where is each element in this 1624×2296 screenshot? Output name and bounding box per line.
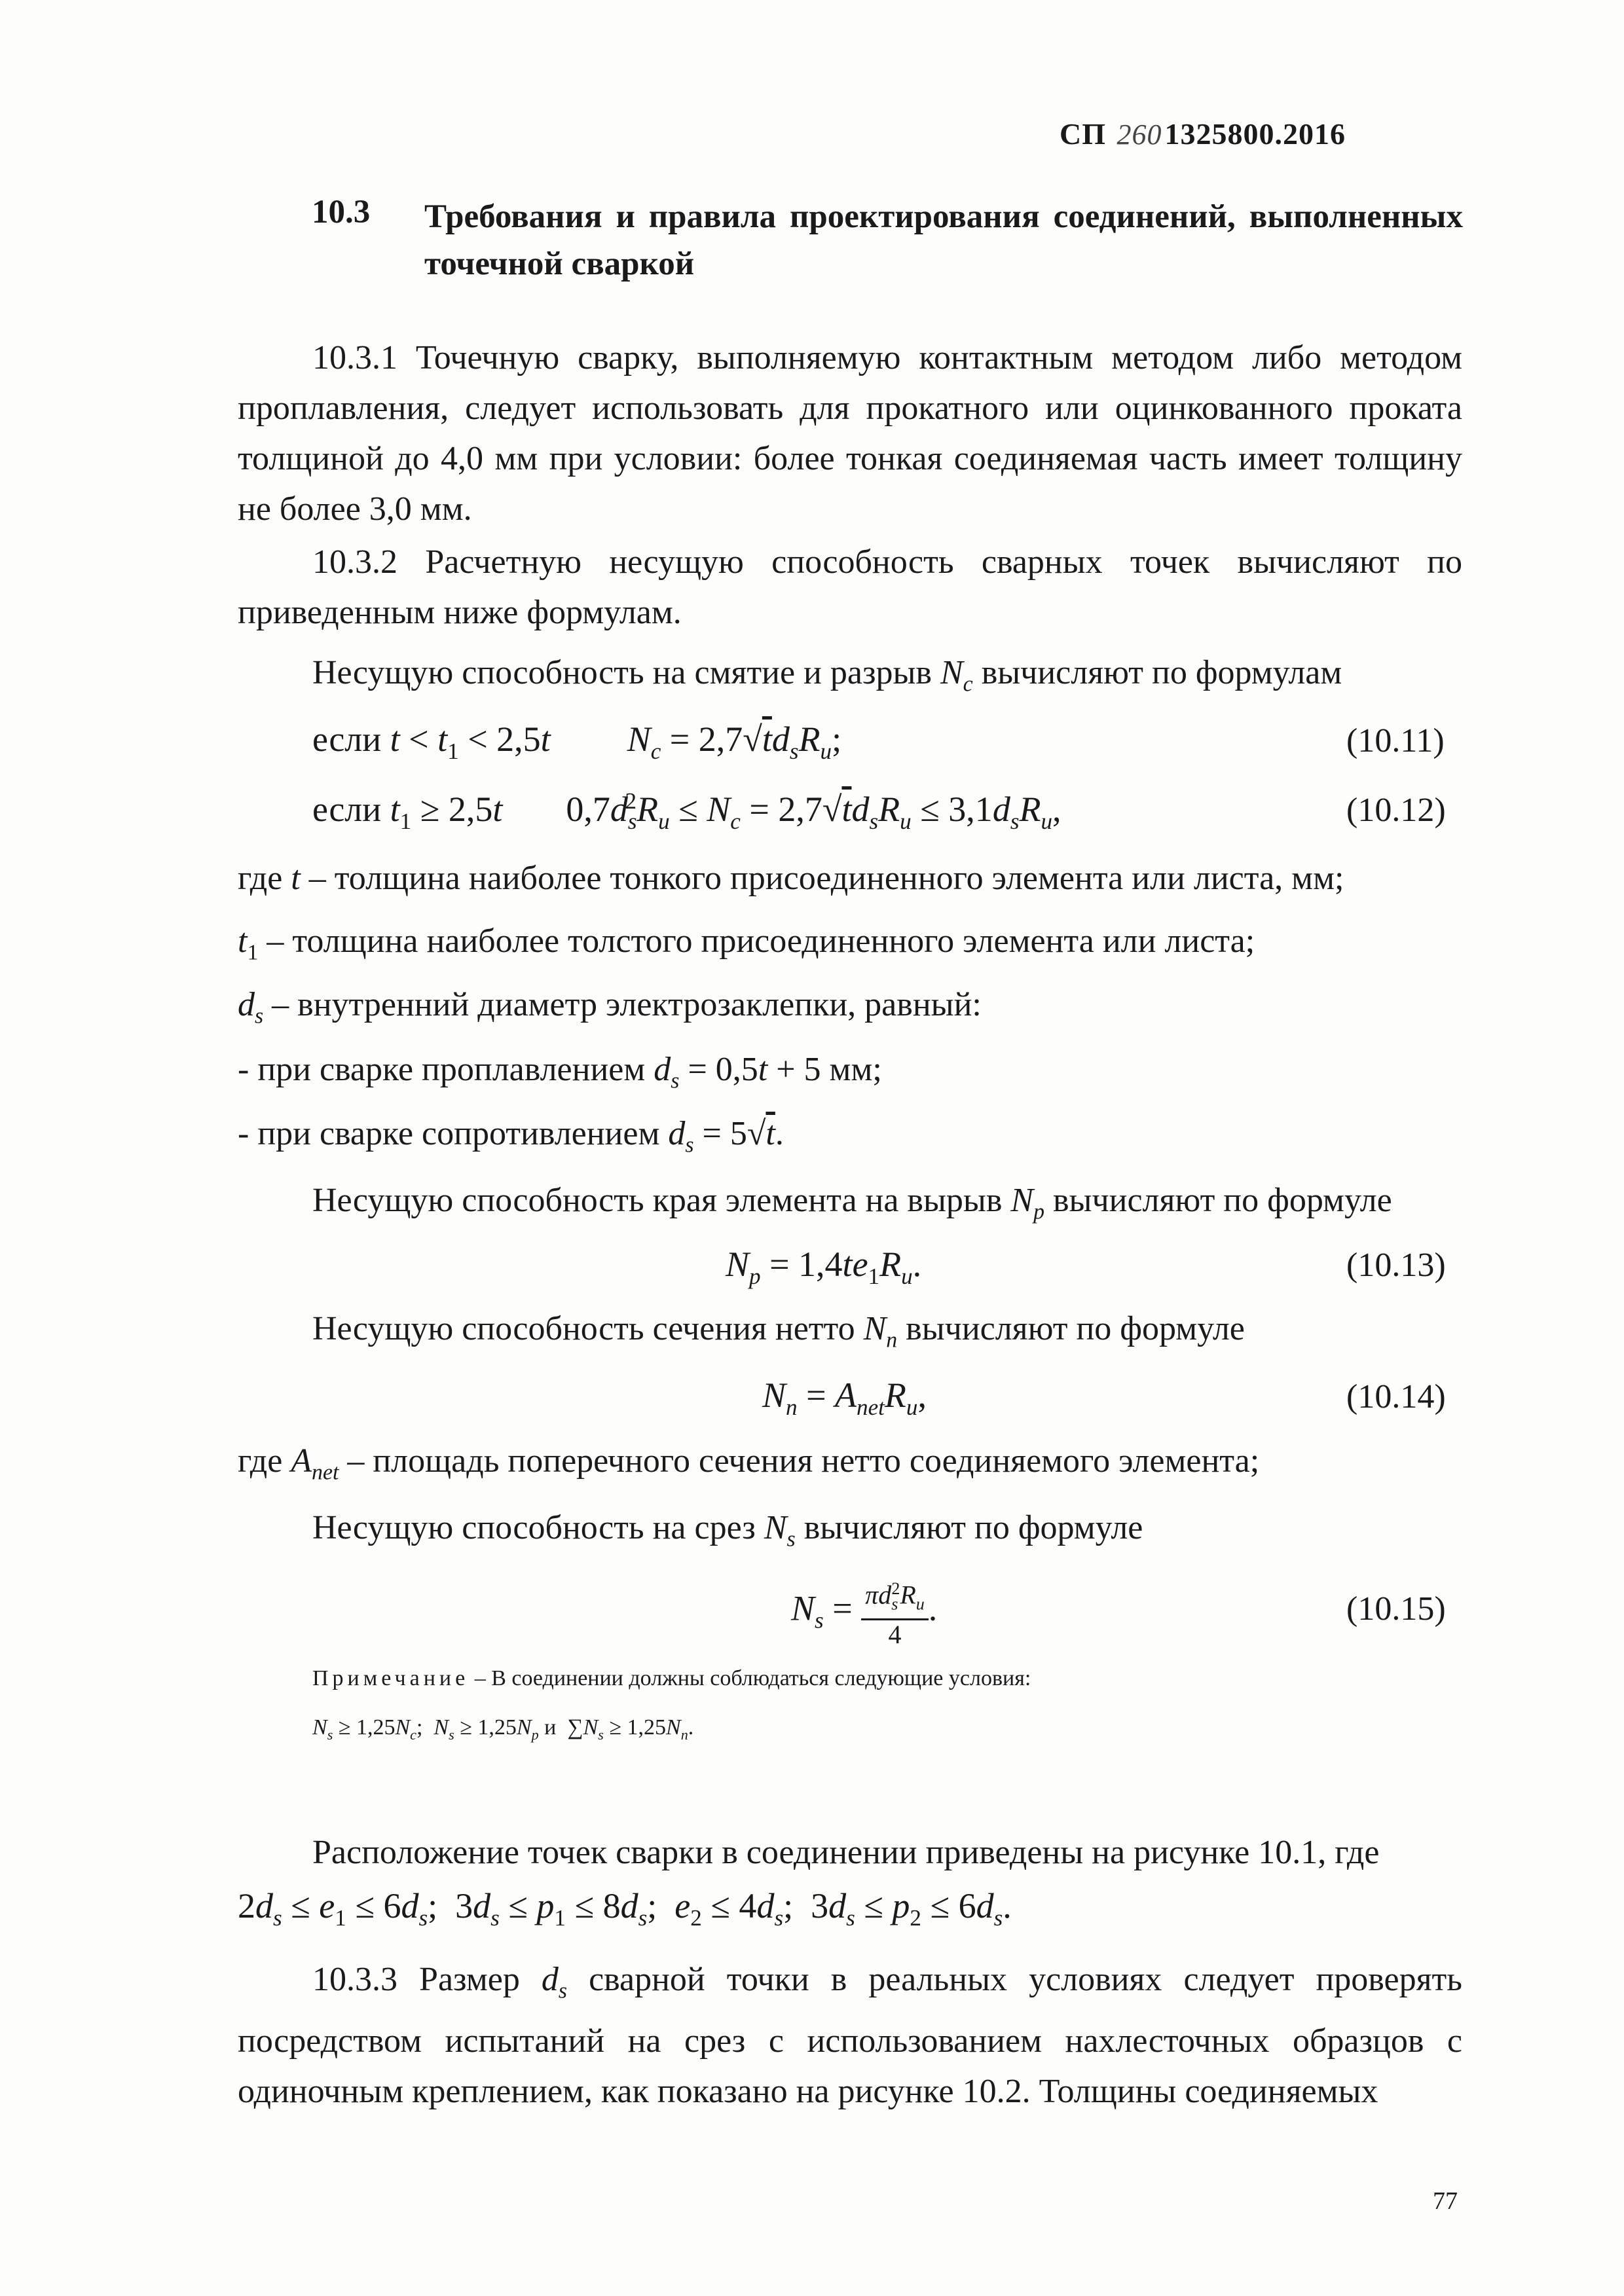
formula-10-15: $N_s$ = $\frac{\pi d_s^2R_u}{4}$ . — [791, 1575, 937, 1649]
document-header — [1060, 117, 1346, 151]
definition-t1: $t_1$ – толщина наиболее толстого присоединенного элемента или листа; — [238, 922, 1255, 965]
equation-number-10-13: (10.13) — [1346, 1247, 1446, 1284]
paragraph-10-3-3: 10.3.3 Размер $d_s$ сварной точки в реальных условиях следует проверять посредством испытаний на срез с использованием нахлесточных образцов с одиночным креплением, как показано на рисунке 10.2. Толщины соединяемых — [238, 1961, 1462, 2111]
equation-number-10-11: (10.11) — [1346, 722, 1445, 759]
header-code: 1325800.2016 — [1164, 117, 1346, 151]
formula-10-12: если $t_1 \ge 2,5t$ $0,7d_s^2R_u \le N_c = 2,7√td_sR_u \le 3,1d_sR_u$, — [312, 788, 1061, 834]
paragraph-10-3-1: 10.3.1 Точечную сварку, выполняемую контактным методом либо методом проплавления, следует использовать для прокатного или оцинкованного проката толщиной до 4,0 мм при условии: более тонкая соединяемая часть имеет толщину не более 3,0 мм. — [238, 339, 1462, 528]
nn-intro: Несущую способность сечения нетто $N_n$ вычисляют по формуле — [312, 1310, 1245, 1353]
formula-10-11: если $t < t_1 < 2,5t$ $N_c = 2,7√td_sR_u$; — [312, 720, 842, 764]
formula-10-14: $N_n = A_{net}R_u$, — [762, 1376, 927, 1420]
layout-paragraph: Расположение точек сварки в соединении приведены на рисунке 10.1, где — [312, 1834, 1380, 1871]
nc-intro: Несущую способность на смятие и разрыв $N_c$ вычисляют по формулам — [312, 654, 1342, 697]
equation-number-10-15: (10.15) — [1346, 1590, 1446, 1628]
note-conditions: $N_s \ge 1,25N_c$; $N_s \ge 1,25N_p$ и $\sum N_s \ge 1,25N_n$. — [312, 1715, 694, 1743]
equation-number-10-14: (10.14) — [1346, 1378, 1446, 1415]
formula-10-13: $N_p = 1,4te_1R_u$. — [726, 1245, 922, 1289]
fraction: $\frac{\pi d_s^2R_u}{4}$ — [861, 1575, 929, 1649]
layout-inequalities: $2d_s \le e_1 \le 6d_s$; $3d_s \le p_1 \le 8d_s$; $e_2 \le 4d_s$; $3d_s \le p_2 \le 6d_s$. — [238, 1886, 1012, 1931]
page-number: 77 — [1433, 2187, 1458, 2215]
header-prefix: СП — [1060, 117, 1106, 151]
ns-intro: Несущую способность на срез $N_s$ вычисляют по формуле — [312, 1509, 1143, 1552]
definition-t: где t – толщина наиболее тонкого присоединенного элемента или листа, мм; — [238, 860, 1344, 897]
definition-ds: $d_s$ – внутренний диаметр электрозаклепки, равный: — [238, 986, 982, 1029]
section-number: 10.3 — [312, 194, 371, 230]
note-label: Примечание — [312, 1666, 470, 1690]
equation-number-10-12: (10.12) — [1346, 792, 1446, 829]
handwritten-number: 260 — [1116, 118, 1162, 151]
np-intro: Несущую способность края элемента на вырыв $N_p$ вычисляют по формуле — [312, 1182, 1392, 1224]
definition-ds-melt: - при сварке проплавлением $d_s = 0,5t + 5$ мм; — [238, 1051, 882, 1093]
definition-anet: где $A_{net}$ – площадь поперечного сечения нетто соединяемого элемента; — [238, 1442, 1260, 1485]
paragraph-10-3-2: 10.3.2 Расчетную несущую способность сварных точек вычисляют по приведенным ниже формулам. — [238, 543, 1462, 631]
definition-ds-resistance: - при сварке сопротивлением $d_s = 5√t$. — [238, 1115, 784, 1157]
section-title: Требования и правила проектирования соединений, выполненных точечной сваркой — [424, 198, 1463, 282]
note-text: – В соединении должны соблюдаться следующие условия: — [469, 1666, 1031, 1690]
note — [312, 1666, 1031, 1691]
